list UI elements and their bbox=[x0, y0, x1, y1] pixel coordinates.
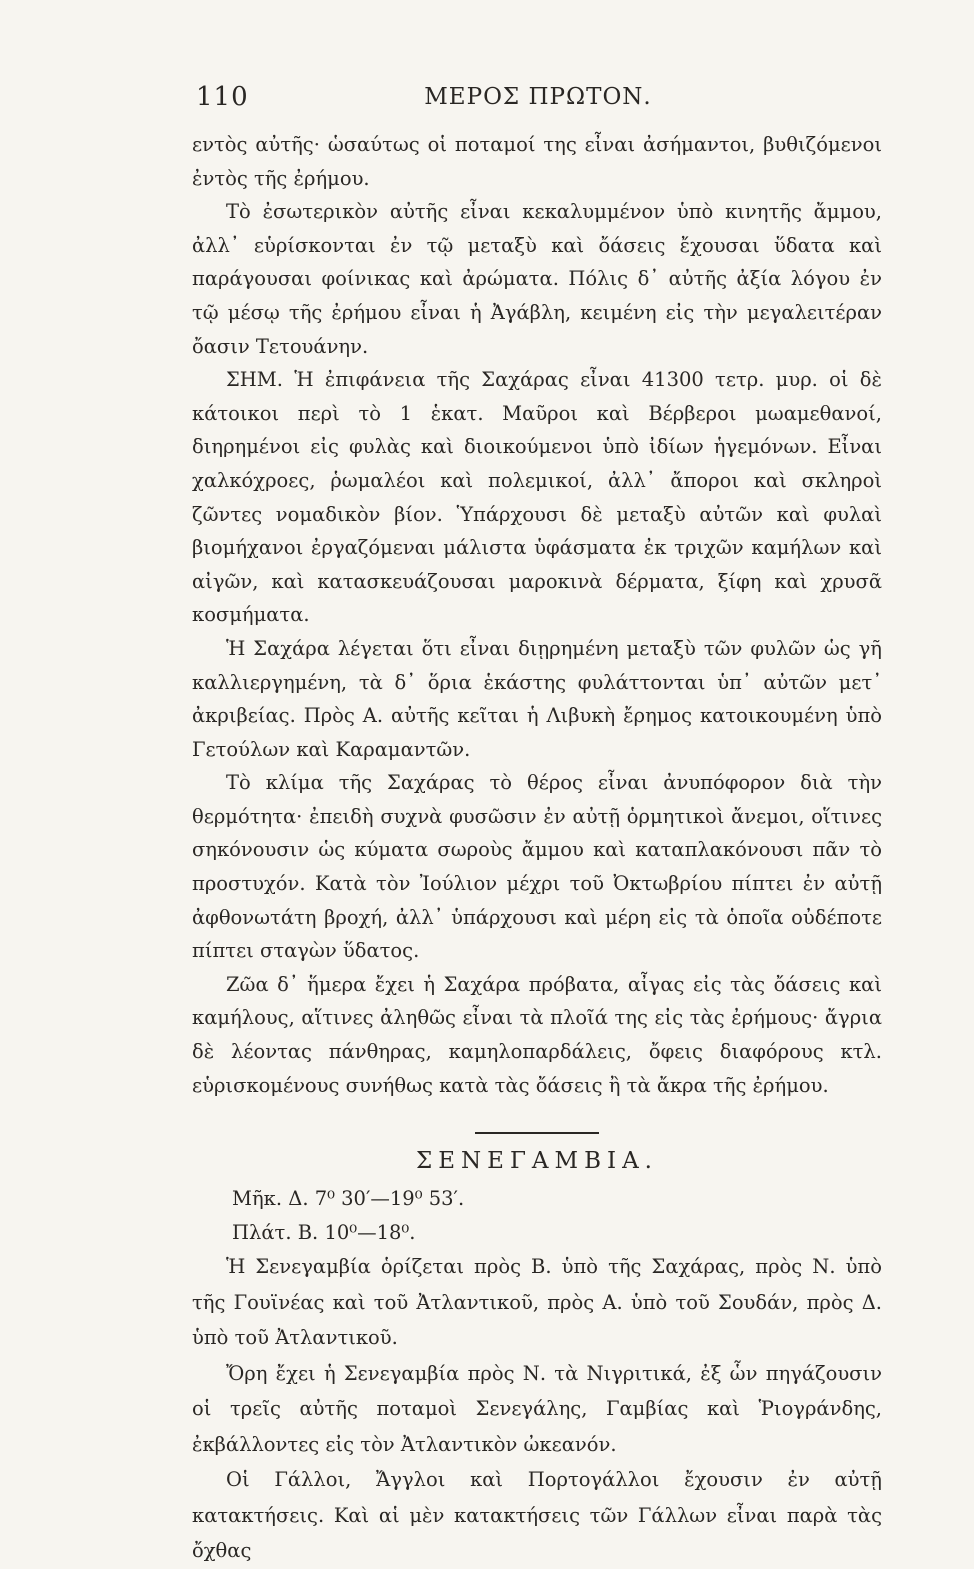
paragraph-continuation: εντὸς αὐτῆς· ὡσαύτως οἱ ποταμοί της εἶναι ἀσήμαντοι, βυθιζόμενοι ἐντὸς τῆς ἐρήμου. bbox=[192, 133, 882, 190]
paragraph-borders: Ἡ Σενεγαμβία ὁρίζεται πρὸς Β. ὑπὸ τῆς Σαχάρας, πρὸς Ν. ὑπὸ τῆς Γουϊνέας καὶ τοῦ Ἀτλαντικοῦ, πρὸς Α. ὑπὸ τοῦ Σουδάν, πρὸς Δ. ὑπὸ τοῦ Ἀτλαντικοῦ. bbox=[192, 1255, 882, 1350]
latitude-line: Πλάτ. Β. 10⁰—18⁰. bbox=[232, 1220, 416, 1244]
paragraph-interior: Τὸ ἐσωτερικὸν αὐτῆς εἶναι κεκαλυμμένον ὑπὸ κινητῆς ἄμμου, ἀλλ᾽ εὑρίσκονται ἐν τῷ μεταξὺ καὶ ὄάσεις ἔχουσαι ὕδατα καὶ παράγουσαι φοίνικας καὶ ἀρώματα. Πόλις δ᾽ αὐτῆς ἀξία λόγου ἐν τῷ μέσῳ τῆς ἐρήμου εἶναι ἡ Ἀγάβλη, κειμένη εἰς τὴν μεγαλειτέραν ὄασιν Τετουάνην. bbox=[192, 200, 882, 358]
longitude-line: Μῆκ. Δ. 7⁰ 30′—19⁰ 53′. bbox=[232, 1187, 465, 1211]
section-divider bbox=[475, 1132, 599, 1134]
paragraph-note: ΣΗΜ. Ἡ ἐπιφάνεια τῆς Σαχάρας εἶναι 41300 τετρ. μυρ. οἱ δὲ κάτοικοι περὶ τὸ 1 ἑκατ. Μαῦροι καὶ Βέρβεροι μωαμεθανοί, διηρημένοι εἰς φυλὰς καὶ διοικούμενοι ὑπὸ ἰδίων ἡγεμόνων. Εἶναι χαλκόχροες, ῥωμαλέοι καὶ πολεμικοί, ἀλλ᾽ ἄποροι καὶ σκληροὶ ζῶντες νομαδικὸν βίον. Ὑπάρχουσι δὲ μεταξὺ αὐτῶν καὶ φυλαὶ βιομήχανοι ἐργαζόμεναι μάλιστα ὑφάσματα ἐκ τριχῶν καμήλων καὶ αἰγῶν, καὶ κατασκευάζουσαι μαροκινὰ δέρματα, ξίφη καὶ χρυσᾶ κοσμήματα. bbox=[192, 368, 882, 627]
page-number: 110 bbox=[196, 82, 249, 112]
paragraph-mountains: Ὄρη ἔχει ἡ Σενεγαμβία πρὸς Ν. τὰ Νιγριτικά, ἐξ ὧν πηγάζουσιν οἱ τρεῖς αὐτῆς ποταμοὶ Σενεγάλης, Γαμβίας καὶ Ῥιογράνδης, ἐκβάλλοντες εἰς τὸν Ἀτλαντικὸν ὠκεανόν. bbox=[192, 1361, 882, 1456]
paragraph-tribes: Ἡ Σαχάρα λέγεται ὅτι εἶναι διῃρημένη μεταξὺ τῶν φυλῶν ὡς γῆ καλλιεργημένη, τὰ δ᾽ ὅρια ἑκάστης φυλάττονται ὑπ᾽ αὐτῶν μετ᾽ ἀκριβείας. Πρὸς Α. αὐτῆς κεῖται ἡ Λιβυκὴ ἔρημος κατοικουμένη ὑπὸ Γετούλων καὶ Καραμαντῶν. bbox=[192, 636, 882, 761]
paragraph-colonies: Οἱ Γάλλοι, Ἄγγλοι καὶ Πορτογάλλοι ἔχουσιν ἐν αὐτῇ κατακτήσεις. Καὶ αἱ μὲν κατακτήσεις τῶν Γάλλων εἶναι παρὰ τὰς ὄχθας bbox=[192, 1468, 882, 1563]
paragraph-climate: Τὸ κλίμα τῆς Σαχάρας τὸ θέρος εἶναι ἀνυπόφορον διὰ τὴν θερμότητα· ἐπειδὴ συχνὰ φυσῶσιν ἐν αὐτῇ ὁρμητικοὶ ἄνεμοι, οἵτινες σηκόνουσιν ὡς κύματα σωροὺς ἄμμου καὶ καταπλακόνουσι πᾶν τὸ προστυχόν. Κατὰ τὸν Ἰούλιον μέχρι τοῦ Ὀκτωβρίου πίπτει ἐν αὐτῇ ἀφθονωτάτη βροχή, ἀλλ᾽ ὑπάρχουσι καὶ μέρη εἰς τὰ ὁποῖα οὐδέποτε πίπτει σταγὼν ὕδατος. bbox=[192, 771, 882, 963]
section-title: ΣΕΝΕΓΑΜΒΙΑ. bbox=[416, 1148, 658, 1175]
paragraph-animals: Ζῶα δ᾽ ἥμερα ἔχει ἡ Σαχάρα πρόβατα, αἶγας εἰς τὰς ὄάσεις καὶ καμήλους, αἵτινες ἀληθῶς εἶναι τὰ πλοῖά της εἰς τὰς ἐρήμους· ἄγρια δὲ λέοντας πάνθηρας, καμηλοπαρδάλεις, ὄφεις διαφόρους κτλ. εὑρισκομένους συνήθως κατὰ τὰς ὄάσεις ἢ τὰ ἄκρα τῆς ἐρήμου. bbox=[192, 972, 882, 1097]
page-header bbox=[196, 82, 880, 116]
text-body bbox=[192, 128, 882, 1569]
running-title: ΜΕΡΟΣ ΠΡΩΤΟΝ. bbox=[424, 84, 652, 110]
